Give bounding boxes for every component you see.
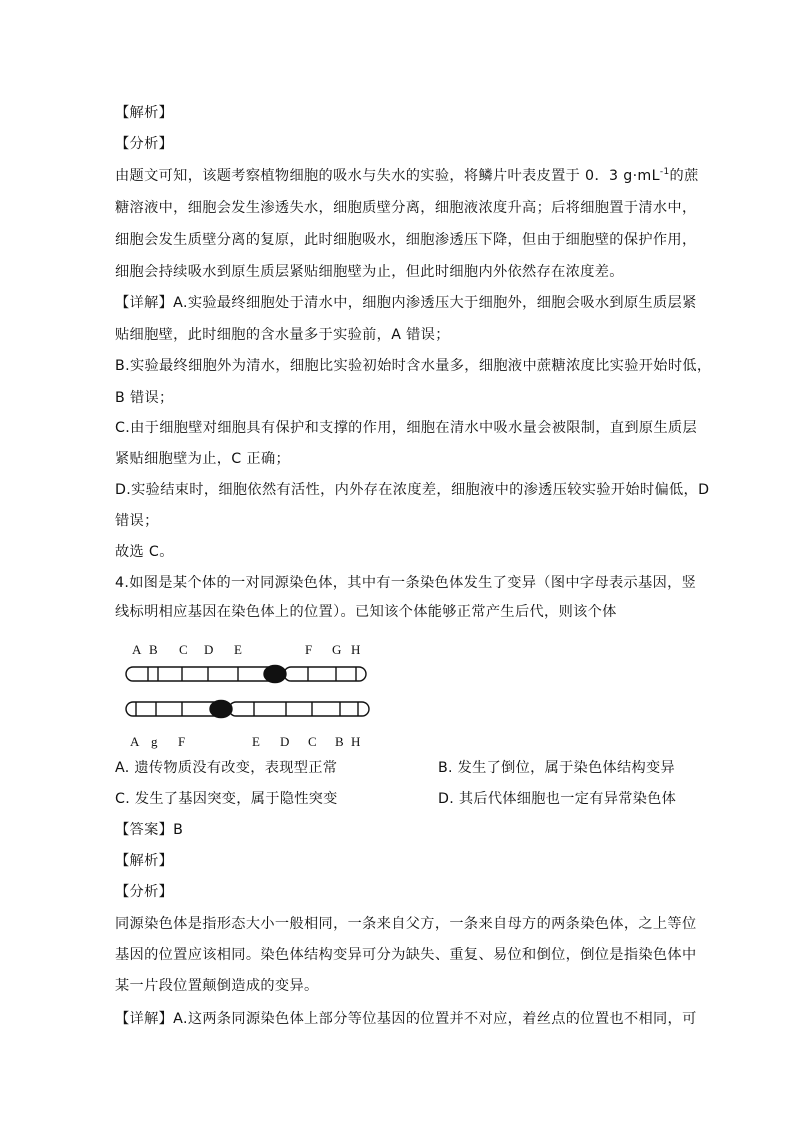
- detail-line-3: B.实验最终细胞外为清水，细胞比实验初始时含水量多，细胞液中蔗糖浓度比实验开始时低，: [115, 358, 712, 374]
- top-label-a: A: [132, 642, 142, 657]
- top-label-h: H: [351, 642, 361, 657]
- top-centromere: [264, 666, 286, 683]
- bottom-label-h: H: [351, 734, 361, 749]
- bottom-chromosome-right-arm: [229, 702, 369, 716]
- section-label-jiexi: 【解析】: [115, 105, 174, 121]
- bottom-label-e: E: [252, 734, 260, 749]
- detail-line-5: C.由于细胞壁对细胞具有保护和支撑的作用，细胞在清水中吸水量会被限制，直到原生质层: [115, 420, 698, 436]
- q4-label-jiexi: 【解析】: [115, 853, 174, 869]
- q4-analysis-line-3: 某一片段位置颠倒造成的变异。: [115, 978, 319, 994]
- detail-line-6: 紧贴细胞壁为止，C 正确；: [115, 451, 291, 467]
- analysis-line-2: 糖溶液中，细胞会发生渗透失水，细胞质壁分离，细胞液浓度升高；后将细胞置于清水中，: [115, 200, 697, 216]
- bottom-label-c: C: [308, 734, 317, 749]
- option-b: B. 发生了倒位，属于染色体结构变异: [438, 760, 675, 776]
- unit-superscript: -1: [659, 167, 670, 177]
- bottom-label-b: B: [335, 734, 344, 749]
- section-label-fenxi: 【分析】: [115, 136, 174, 152]
- option-d: D. 其后代体细胞也一定有异常染色体: [438, 791, 677, 807]
- answer-line: 【答案】B: [115, 822, 184, 838]
- analysis-line-4: 细胞会持续吸水到原生质层紧贴细胞壁为止，但此时细胞内外依然存在浓度差。: [115, 264, 624, 280]
- top-label-d: D: [204, 642, 214, 657]
- detail-line-1: 【详解】A.实验最终细胞处于清水中，细胞内渗透压大于细胞外，细胞会吸水到原生质层紧: [115, 295, 697, 311]
- detail-line-9: 故选 C。: [115, 544, 174, 560]
- bottom-chromosome-left-arm: [126, 702, 221, 716]
- q4-label-fenxi: 【分析】: [115, 884, 174, 900]
- detail-line-4: B 错误；: [115, 390, 174, 406]
- question-stem-line-2: 线标明相应基因在染色体上的位置）。已知该个体能够正常产生后代，则该个体: [115, 604, 617, 620]
- bottom-label-f: F: [178, 734, 186, 749]
- bottom-label-d: D: [280, 734, 290, 749]
- top-label-e: E: [234, 642, 242, 657]
- bottom-chromosome: [126, 701, 369, 718]
- bottom-label-a: A: [130, 734, 140, 749]
- option-c: C. 发生了基因突变，属于隐性突变: [115, 791, 338, 807]
- top-label-b: B: [149, 642, 158, 657]
- analysis-line-1-tail: 的蔗: [669, 168, 699, 184]
- bottom-label-g: g: [151, 734, 158, 749]
- analysis-line-1-text: 由题文可知，该题考察植物细胞的吸水与失水的实验，将鳞片叶表皮置于 0．3 g·mL: [115, 168, 660, 184]
- q4-analysis-line-2: 基因的位置应该相同。染色体结构变异可分为缺失、重复、易位和倒位，倒位是指染色体中: [115, 947, 697, 963]
- top-chromosome: [126, 666, 366, 683]
- top-label-g: G: [332, 642, 342, 657]
- q4-analysis-line-1: 同源染色体是指形态大小一般相同，一条来自父方，一条来自母方的两条染色体，之上等位: [115, 916, 697, 932]
- chromosome-figure: [118, 636, 378, 750]
- detail-line-7: D.实验结束时，细胞依然有活性，内外存在浓度差，细胞液中的渗透压较实验开始时偏低，D: [115, 482, 710, 498]
- bottom-centromere: [210, 701, 232, 718]
- analysis-line-3: 细胞会发生质壁分离的复原，此时细胞吸水，细胞渗透压下降，但由于细胞壁的保护作用，: [115, 232, 697, 248]
- detail-line-2: 贴细胞壁，此时细胞的含水量多于实验前，A 错误；: [115, 327, 450, 343]
- top-chromosome-right-arm: [284, 667, 366, 681]
- top-label-f: F: [305, 642, 313, 657]
- top-label-c: C: [179, 642, 188, 657]
- analysis-line-1: [115, 166, 699, 186]
- question-stem-line-1: 4.如图是某个体的一对同源染色体，其中有一条染色体发生了变异（图中字母表示基因，竖: [115, 575, 697, 591]
- detail-line-8: 错误；: [115, 513, 159, 529]
- option-a: A. 遗传物质没有改变，表现型正常: [115, 760, 338, 776]
- q4-detail-line-1: 【详解】A.这两条同源染色体上部分等位基因的位置并不对应，着丝点的位置也不相同，可: [115, 1011, 697, 1027]
